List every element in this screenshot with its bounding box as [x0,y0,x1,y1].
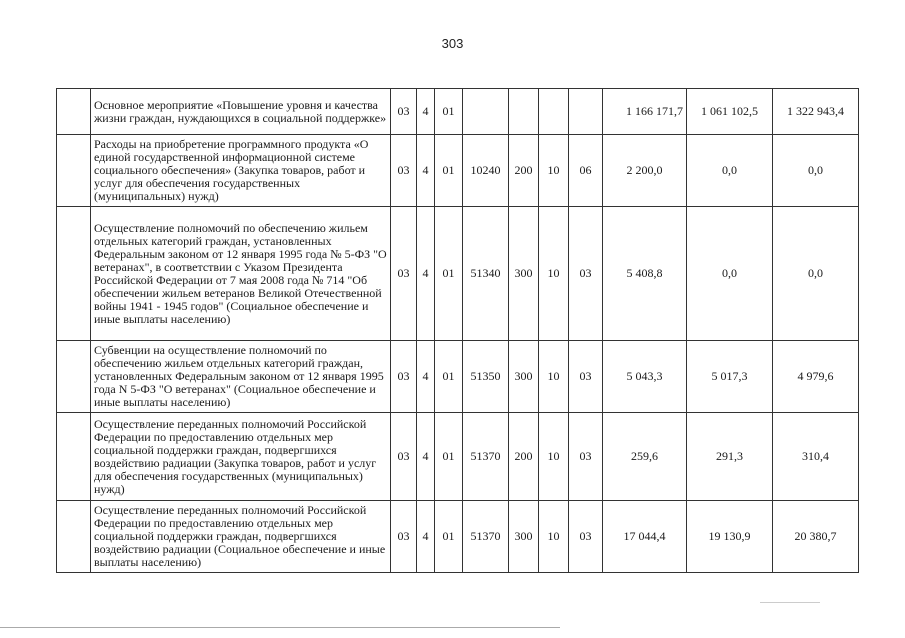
amount-cell: 259,6 [603,413,687,501]
code-cell: 01 [435,501,463,573]
code-cell: 4 [417,135,435,207]
code-cell [509,89,539,135]
code-cell: 4 [417,413,435,501]
code-cell: 4 [417,207,435,341]
description-cell: Расходы на приобретение программного продукта «О единой государственной информационной системе социального обеспечения» (Закупка товаров, работ и услуг для обеспечения государственных (муниципальных) нужд) [91,135,391,207]
code-cell: 10 [539,135,569,207]
code-cell [569,89,603,135]
code-cell: 03 [569,207,603,341]
code-cell: 03 [391,207,417,341]
code-cell: 51370 [463,413,509,501]
code-cell: 51370 [463,501,509,573]
amount-cell: 1 322 943,4 [773,89,859,135]
code-cell [463,89,509,135]
page-number: 303 [441,36,464,51]
code-cell: 10 [539,341,569,413]
code-cell: 03 [391,135,417,207]
description-cell: Субвенции на осуществление полномочий по обеспечению жильем отдельных категорий граждан, установленных Федеральным законом от 12 января 1995 года N 5-ФЗ "О ветеранах" (Социальное обеспечение и иные выплаты населению) [91,341,391,413]
code-cell: 4 [417,89,435,135]
amount-cell: 20 380,7 [773,501,859,573]
description-cell: Осуществление переданных полномочий Российской Федерации по предоставлению отдельных мер социальной поддержки граждан, подвергшихся воздействию радиации (Социальное обеспечение и иные выплаты населению) [91,501,391,573]
amount-cell: 2 200,0 [603,135,687,207]
code-cell: 51340 [463,207,509,341]
blank-cell [57,413,91,501]
amount-cell: 5 043,3 [603,341,687,413]
code-cell [539,89,569,135]
amount-cell: 310,4 [773,413,859,501]
code-cell: 10 [539,207,569,341]
amount-cell: 17 044,4 [603,501,687,573]
code-cell: 03 [391,341,417,413]
code-cell: 03 [391,89,417,135]
code-cell: 01 [435,413,463,501]
blank-cell [57,89,91,135]
amount-cell: 0,0 [687,207,773,341]
amount-cell: 19 130,9 [687,501,773,573]
code-cell: 200 [509,413,539,501]
blank-cell [57,135,91,207]
description-cell: Основное мероприятие «Повышение уровня и качества жизни граждан, нуждающихся в социальной поддержке» [91,89,391,135]
budget-table [56,88,859,573]
code-cell: 10240 [463,135,509,207]
code-cell: 4 [417,341,435,413]
table-row [57,413,859,501]
code-cell: 03 [391,413,417,501]
blank-cell [57,341,91,413]
amount-cell: 0,0 [687,135,773,207]
code-cell: 03 [569,341,603,413]
amount-cell: 4 979,6 [773,341,859,413]
code-cell: 10 [539,413,569,501]
amount-cell: 1 061 102,5 [687,89,773,135]
amount-cell: 5 408,8 [603,207,687,341]
table-row [57,501,859,573]
blank-cell [57,501,91,573]
code-cell: 03 [569,413,603,501]
code-cell: 4 [417,501,435,573]
code-cell: 01 [435,207,463,341]
amount-cell: 5 017,3 [687,341,773,413]
amount-cell: 0,0 [773,135,859,207]
amount-cell: 1 166 171,7 [603,89,687,135]
code-cell: 10 [539,501,569,573]
code-cell: 51350 [463,341,509,413]
code-cell: 01 [435,135,463,207]
code-cell: 03 [569,501,603,573]
code-cell: 01 [435,89,463,135]
table-row [57,135,859,207]
scan-artifact-line [760,602,820,603]
table-row [57,341,859,413]
code-cell: 300 [509,501,539,573]
code-cell: 300 [509,341,539,413]
table-row [57,89,859,135]
table-row [57,207,859,341]
code-cell: 300 [509,207,539,341]
code-cell: 200 [509,135,539,207]
scan-artifact-line [0,627,560,628]
code-cell: 06 [569,135,603,207]
description-cell: Осуществление переданных полномочий Российской Федерации по предоставлению отдельных мер социальной поддержки граждан, подвергшихся воздействию радиации (Закупка товаров, работ и услуг для обеспечения государственных (муниципальных) нужд) [91,413,391,501]
description-cell: Осуществление полномочий по обеспечению жильем отдельных категорий граждан, установленных Федеральным законом от 12 января 1995 года № 5-ФЗ "О ветеранах", в соответствии с Указом Президента Российской Федерации от 7 мая 2008 года № 714 "Об обеспечении жильем ветеранов Великой Отечественной войны 1941 - 1945 годов" (Социальное обеспечение и иные выплаты населению) [91,207,391,341]
blank-cell [57,207,91,341]
code-cell: 03 [391,501,417,573]
amount-cell: 0,0 [773,207,859,341]
amount-cell: 291,3 [687,413,773,501]
code-cell: 01 [435,341,463,413]
